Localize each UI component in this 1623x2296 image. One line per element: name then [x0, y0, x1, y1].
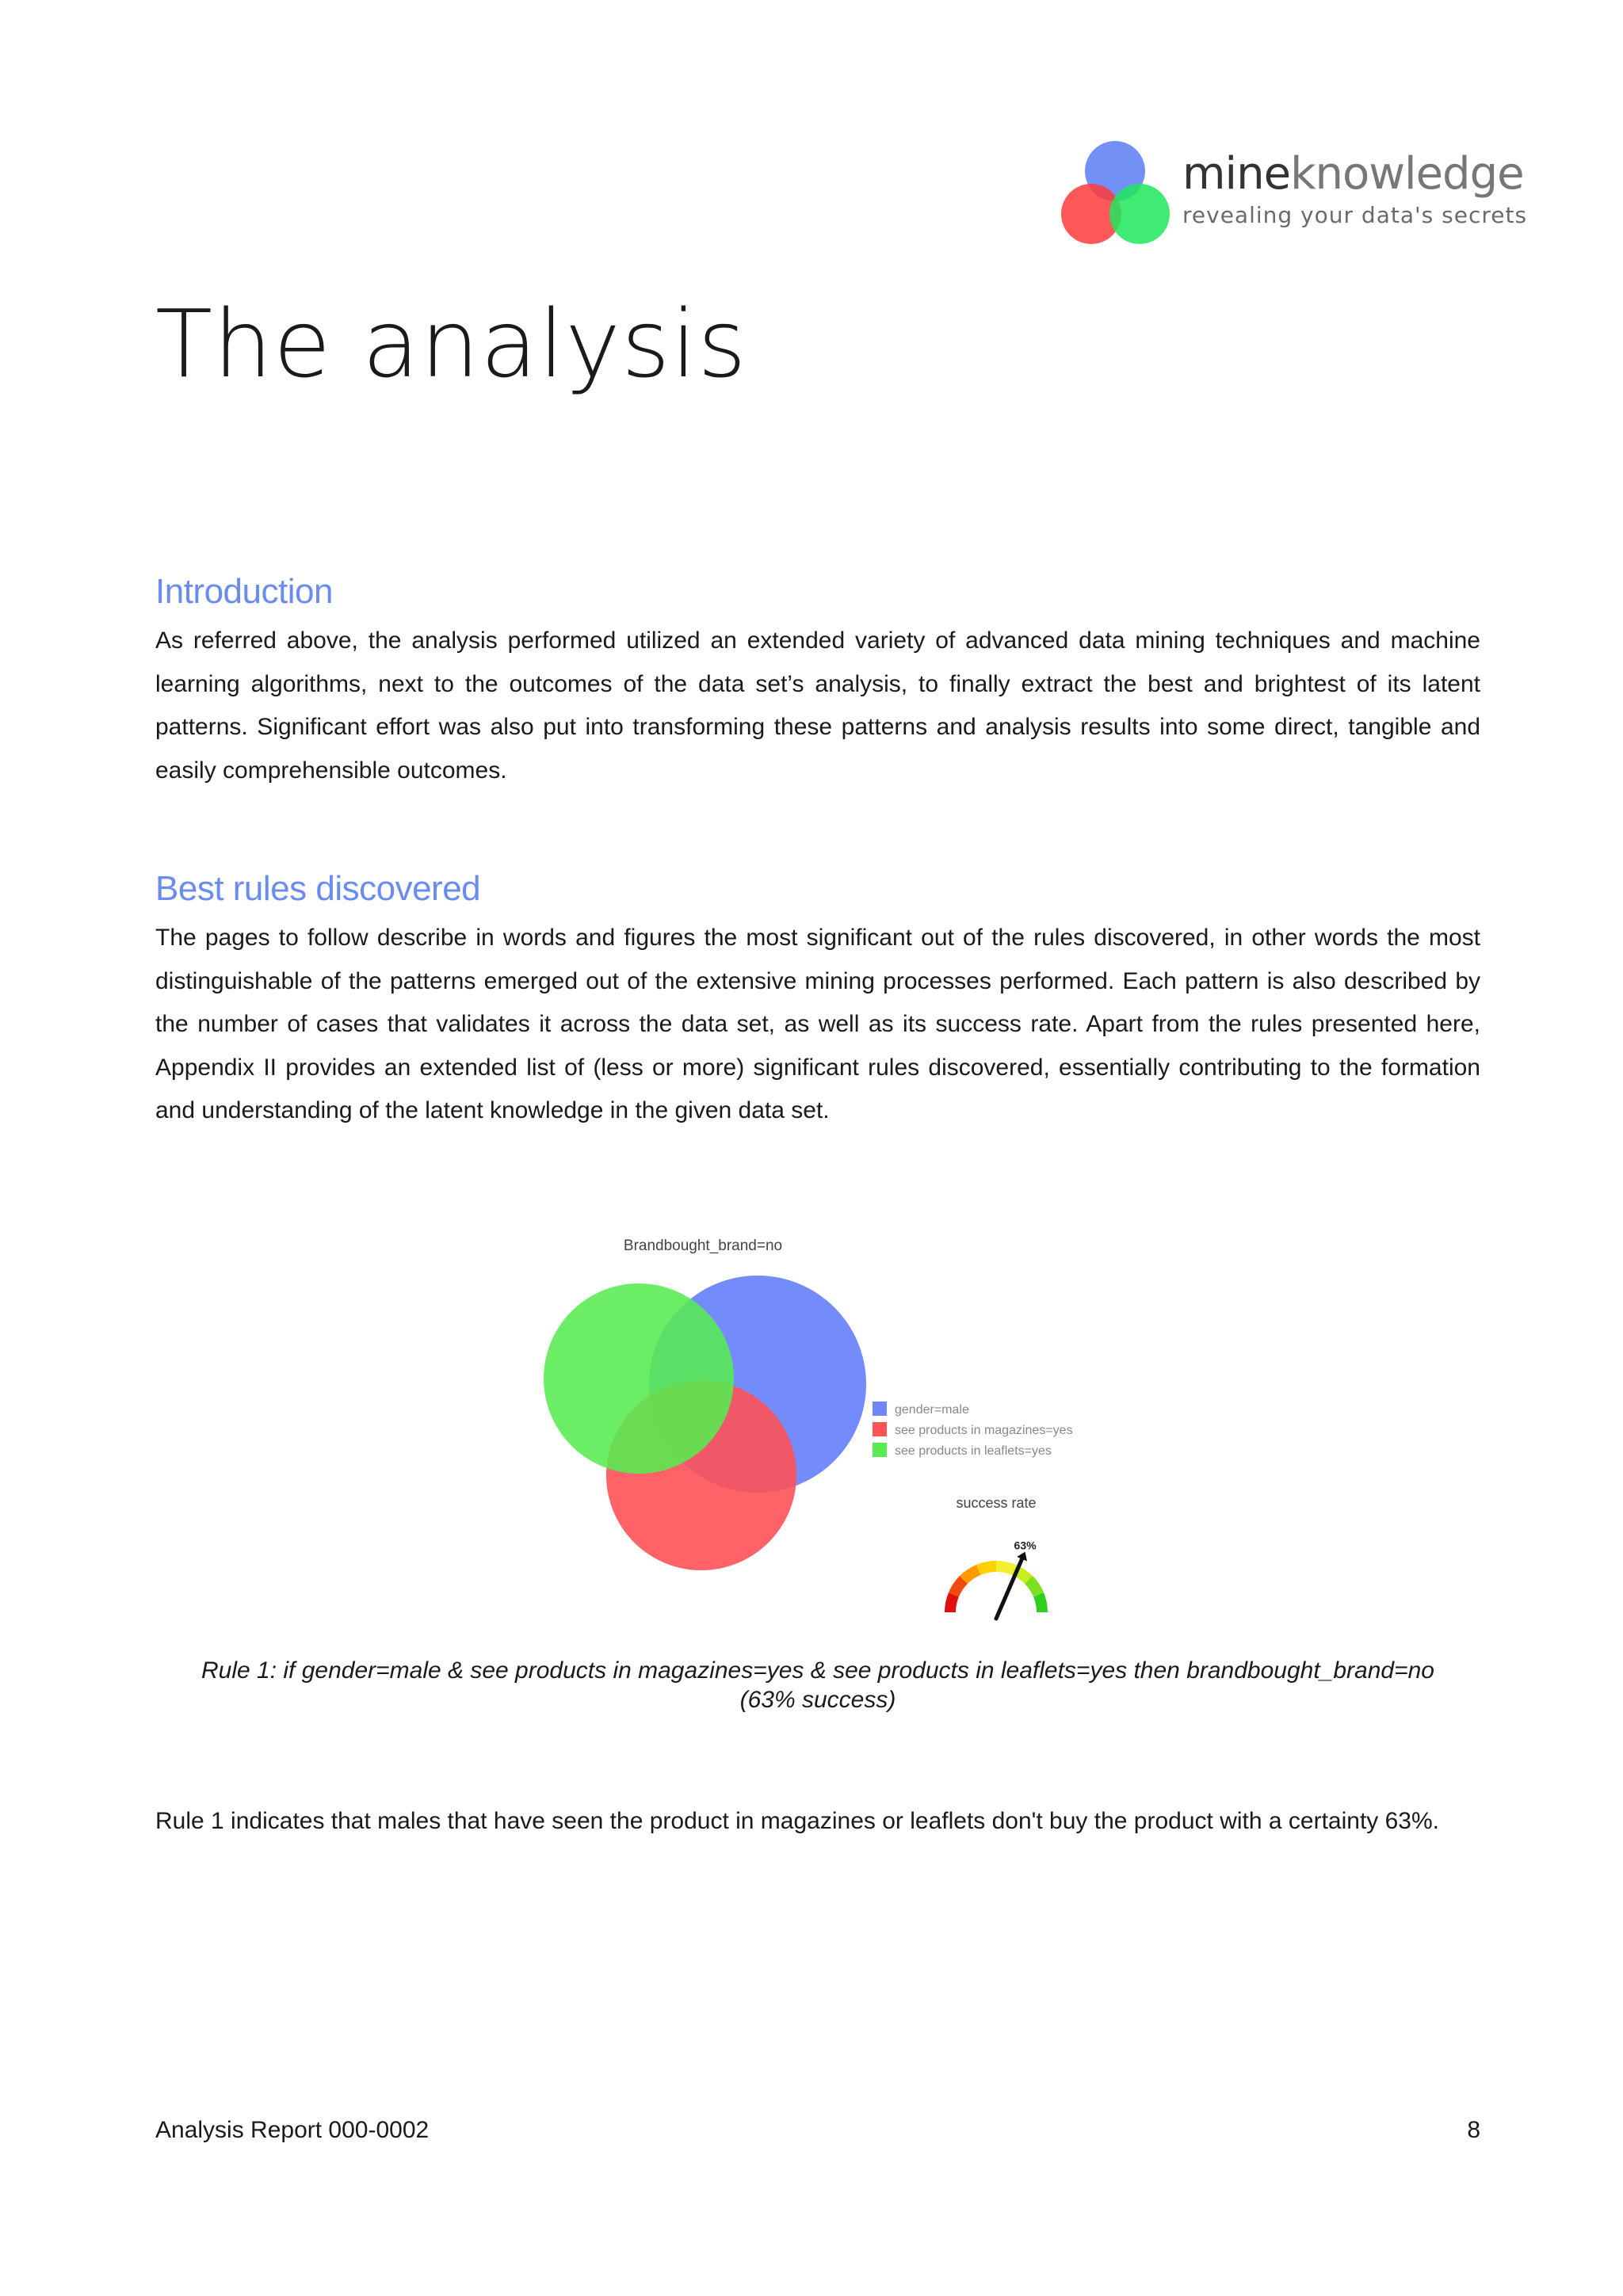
- legend-swatch-leaflets: [873, 1443, 887, 1457]
- gauge-segment: [953, 1580, 964, 1595]
- brand-name-part2: knowledge: [1290, 148, 1524, 200]
- chart-legend: [873, 1402, 1073, 1458]
- gauge-label: success rate: [956, 1495, 1037, 1511]
- brand-logo: [1054, 135, 1528, 254]
- page-title: The analysis: [155, 289, 747, 399]
- success-rate-gauge: [950, 1495, 1042, 1619]
- introduction-heading: Introduction: [155, 572, 333, 611]
- gauge-segment: [1039, 1595, 1042, 1612]
- figure-caption: [155, 1656, 1480, 1714]
- brand-name: [1182, 148, 1524, 200]
- legend-label-magazines: see products in magazines=yes: [895, 1424, 1073, 1437]
- legend-label-leaflets: see products in leaflets=yes: [895, 1444, 1052, 1458]
- rule-1-figure: [475, 1220, 1109, 1616]
- gauge-scale: [950, 1566, 1042, 1612]
- brand-tagline: revealing your data's secrets: [1182, 202, 1528, 228]
- legend-swatch-gender-male: [873, 1402, 887, 1416]
- chart-title: Brandbought_brand=no: [623, 1238, 783, 1254]
- venn-circle-leaflets: [544, 1283, 734, 1474]
- gauge-value-label: 63%: [1014, 1539, 1037, 1552]
- gauge-segment: [950, 1595, 953, 1612]
- best-rules-paragraph: The pages to follow describe in words and figures the most significant out of the rules discovered, in other words the most distinguishable of the patterns emerged out of the extensive mining processes performed. Each pattern is also described by the number of cases that validates it across the data set, as well as its success rate. Apart from the rules presented here, Appendix II provides an extended list of (less or more) significant rules discovered, essentially contributing to the formation and understanding of the latent knowledge in the given data set.: [155, 925, 1480, 1123]
- gauge-segment: [964, 1569, 979, 1580]
- gauge-segment: [1029, 1580, 1039, 1595]
- rule-1-conclusion: Rule 1 indicates that males that have seen the product in magazines or leaflets don't buy the product with a certainty 63%.: [155, 1808, 1439, 1834]
- introduction-paragraph: As referred above, the analysis performed utilized an extended variety of advanced data mining techniques and machine learning algorithms, next to the outcomes of the data set’s analysis, to finally extract the best and brightest of its latent patterns. Significant effort was also put into transforming these patterns and analysis results into some direct, tangible and easily comprehensible outcomes.: [155, 627, 1480, 784]
- gauge-segment: [996, 1566, 1014, 1569]
- logo-circles-icon: [1054, 135, 1181, 254]
- best-rules-heading: Best rules discovered: [155, 869, 481, 908]
- legend-swatch-magazines: [873, 1422, 887, 1436]
- legend-label-gender-male: gender=male: [895, 1403, 969, 1417]
- venn-sets: [544, 1276, 866, 1570]
- figure-caption-line2: (63% success): [739, 1687, 896, 1713]
- figure-caption-line1: Rule 1: if gender=male & see products in magazines=yes & see products in leaflets=yes then brandbought_brand=no: [200, 1657, 1434, 1684]
- footer-report-id: Analysis Report 000-0002: [155, 2117, 430, 2143]
- footer-page-number: 8: [1467, 2117, 1480, 2143]
- brand-name-part1: mine: [1182, 148, 1291, 200]
- gauge-segment: [979, 1566, 996, 1569]
- venn-diagram-chart: [475, 1220, 1109, 1616]
